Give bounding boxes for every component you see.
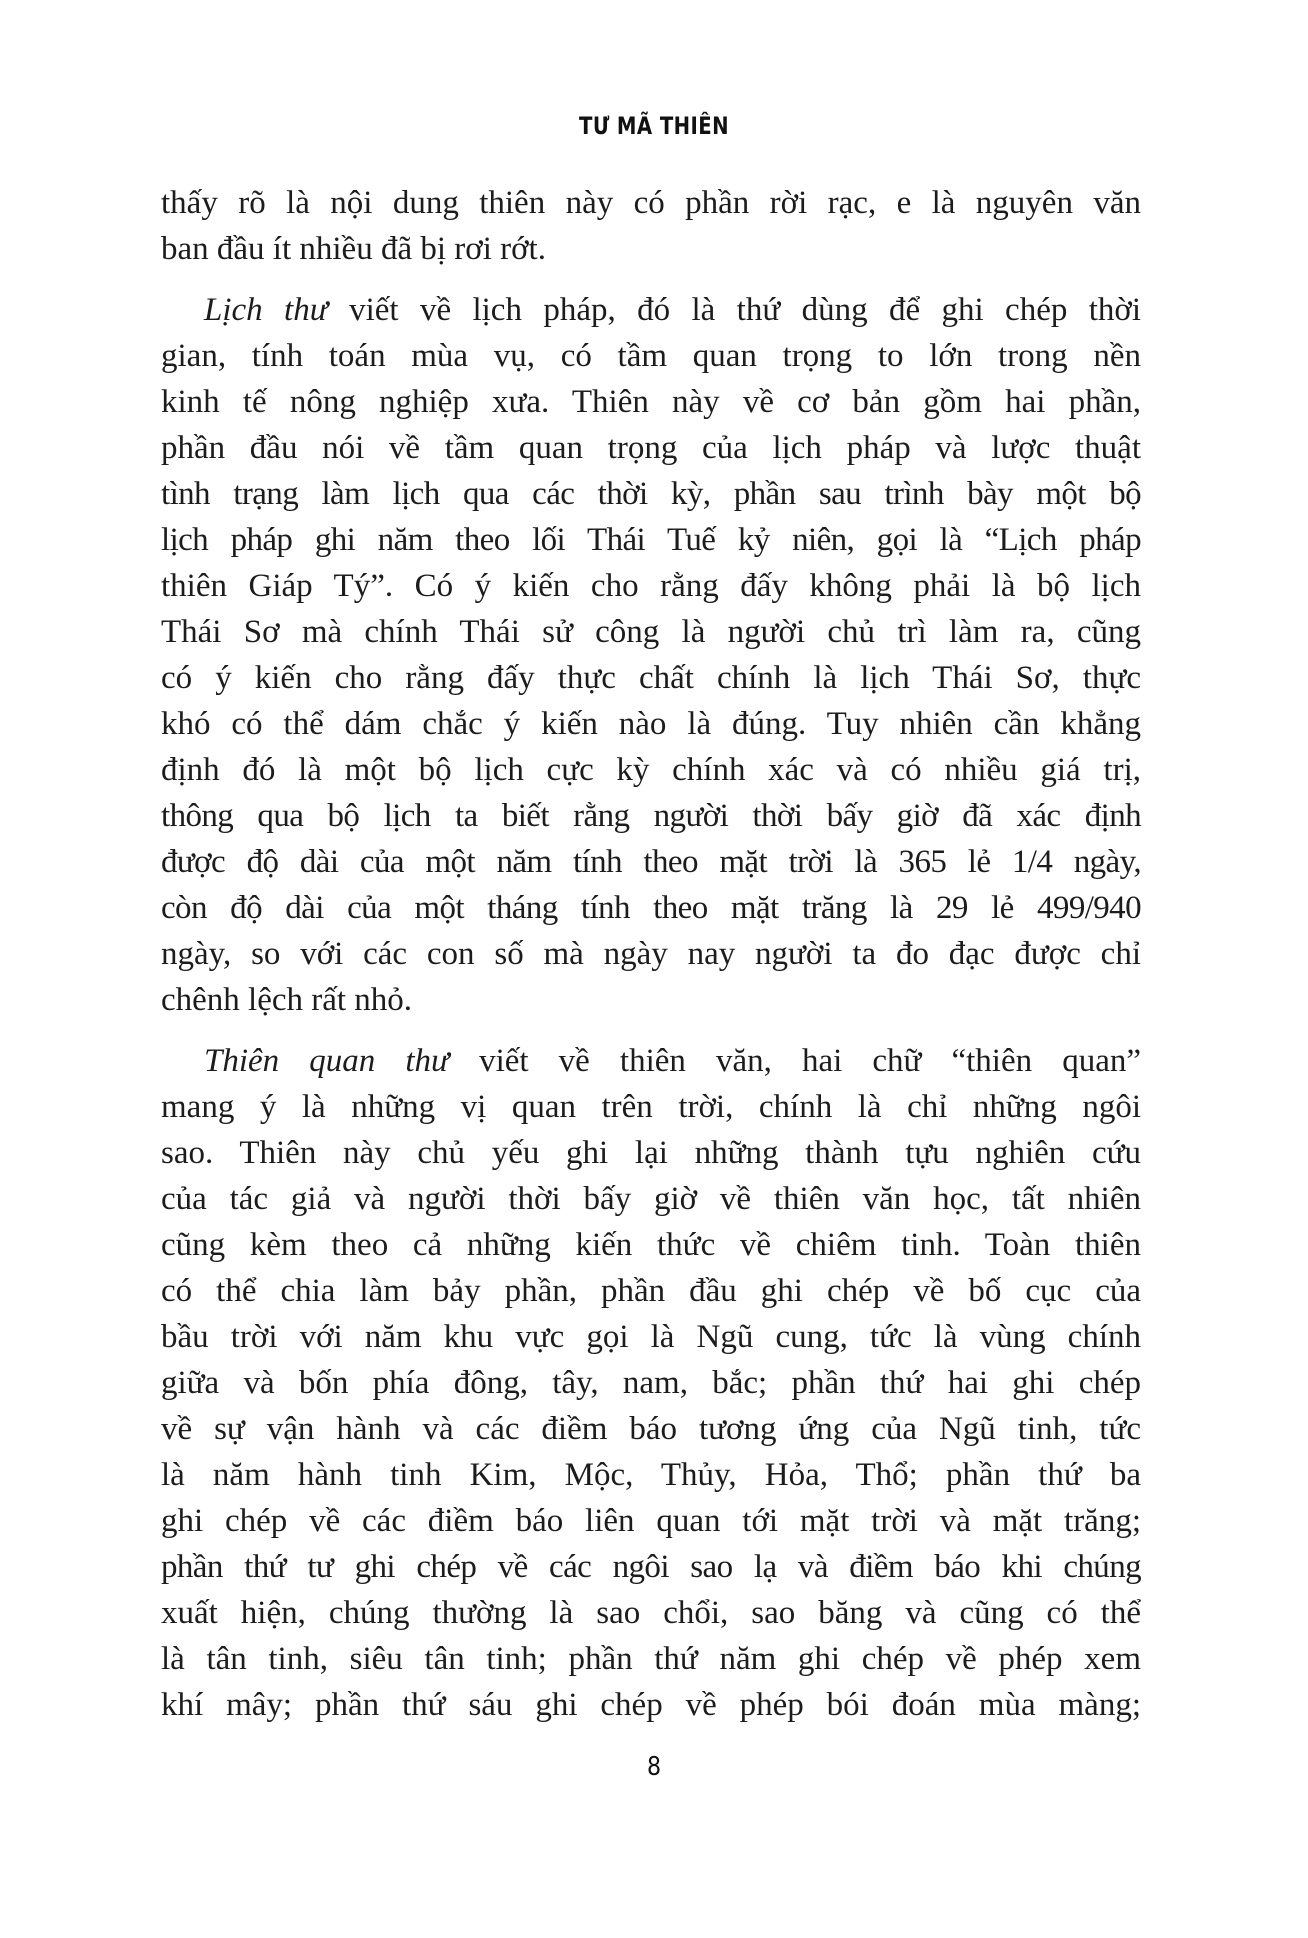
- paragraph-lich-thu: [161, 287, 1141, 1023]
- text-line: tình trạng làm lịch qua các thời kỳ, phần sau trình bày một bộ: [161, 476, 1141, 512]
- text-line: sao. Thiên này chủ yếu ghi lại những thành tựu nghiên cứu: [161, 1135, 1141, 1171]
- text-line: [161, 1038, 1141, 1084]
- text-line: thiên Giáp Tý”. Có ý kiến cho rằng đấy không phải là bộ lịch: [161, 568, 1141, 604]
- paragraph-continuation: [161, 180, 1141, 272]
- text-line: thông qua bộ lịch ta biết rằng người thời bấy giờ đã xác định: [161, 798, 1141, 834]
- text-line: ban đầu ít nhiều đã bị rơi rớt.: [161, 231, 546, 267]
- text-line: phần thứ tư ghi chép về các ngôi sao lạ và điềm báo khi chúng: [161, 1549, 1141, 1585]
- text-line: giữa và bốn phía đông, tây, nam, bắc; phần thứ hai ghi chép: [161, 1365, 1141, 1401]
- text-line: lịch pháp ghi năm theo lối Thái Tuế kỷ niên, gọi là “Lịch pháp: [161, 522, 1141, 558]
- text-line: chênh lệch rất nhỏ.: [161, 982, 413, 1018]
- text-line: ghi chép về các điềm báo liên quan tới mặt trời và mặt trăng;: [161, 1503, 1141, 1539]
- text-line: khí mây; phần thứ sáu ghi chép về phép bói đoán mùa màng;: [161, 1687, 1141, 1723]
- text-line: [161, 287, 1141, 333]
- text-line: có thể chia làm bảy phần, phần đầu ghi chép về bố cục của: [161, 1273, 1141, 1309]
- text-line: khó có thể dám chắc ý kiến nào là đúng. Tuy nhiên cần khẳng: [161, 706, 1141, 742]
- text-line: Thái Sơ mà chính Thái sử công là người chủ trì làm ra, cũng: [161, 614, 1141, 650]
- text-line: được độ dài của một năm tính theo mặt trời là 365 lẻ 1/4 ngày,: [161, 844, 1141, 880]
- running-header-title: TƯ MÃ THIÊN: [578, 112, 730, 140]
- text-line: có ý kiến cho rằng đấy thực chất chính là lịch Thái Sơ, thực: [161, 660, 1141, 696]
- page-number: 8: [646, 1752, 662, 1782]
- text-line: bầu trời với năm khu vực gọi là Ngũ cung, tức là vùng chính: [161, 1319, 1141, 1355]
- text-line: thấy rõ là nội dung thiên này có phần rời rạc, e là nguyên văn: [161, 185, 1141, 221]
- text-line: phần đầu nói về tầm quan trọng của lịch pháp và lược thuật: [161, 430, 1141, 466]
- text-line: định đó là một bộ lịch cực kỳ chính xác và có nhiều giá trị,: [161, 752, 1141, 788]
- text-line: của tác giả và người thời bấy giờ về thiên văn học, tất nhiên: [161, 1181, 1141, 1217]
- text-line: về sự vận hành và các điềm báo tương ứng của Ngũ tinh, tức: [161, 1411, 1141, 1447]
- text-line: là tân tinh, siêu tân tinh; phần thứ năm ghi chép về phép xem: [161, 1641, 1141, 1677]
- book-title-lich-thu: Lịch thư: [204, 292, 328, 328]
- text-line: kinh tế nông nghiệp xưa. Thiên này về cơ bản gồm hai phần,: [161, 384, 1141, 420]
- text-line: mang ý là những vị quan trên trời, chính là chỉ những ngôi: [161, 1089, 1141, 1125]
- text-fragment: viết về thiên văn, hai chữ “thiên quan”: [449, 1043, 1141, 1079]
- body-text: [161, 180, 1141, 1743]
- text-line: ngày, so với các con số mà ngày nay người ta đo đạc được chỉ: [161, 936, 1141, 972]
- text-line: gian, tính toán mùa vụ, có tầm quan trọng to lớn trong nền: [161, 338, 1141, 374]
- text-line: còn độ dài của một tháng tính theo mặt trăng là 29 lẻ 499/940: [161, 890, 1141, 926]
- paragraph-thien-quan-thu: [161, 1038, 1141, 1728]
- text-line: xuất hiện, chúng thường là sao chổi, sao băng và cũng có thể: [161, 1595, 1141, 1631]
- text-line: cũng kèm theo cả những kiến thức về chiêm tinh. Toàn thiên: [161, 1227, 1141, 1263]
- text-fragment: viết về lịch pháp, đó là thứ dùng để ghi chép thời: [327, 292, 1141, 328]
- book-title-thien-quan-thu: Thiên quan thư: [204, 1043, 450, 1079]
- text-line: là năm hành tinh Kim, Mộc, Thủy, Hỏa, Thổ; phần thứ ba: [161, 1457, 1141, 1493]
